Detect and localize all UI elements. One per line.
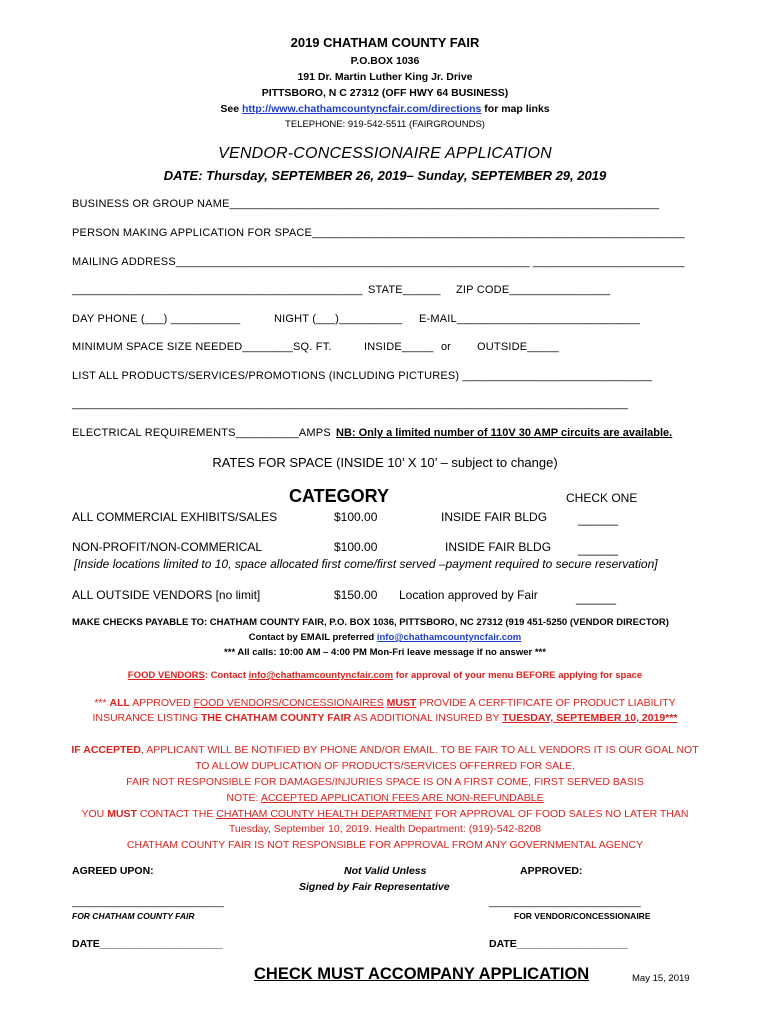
call-hours: *** All calls: 10:00 AM – 4:00 PM Mon-Fri leave message if no answer *** [224,647,546,658]
email-preferred-label: Contact by EMAIL preferred [248,632,377,643]
notice-line-7: CHATHAM COUNTY FAIR IS NOT RESPONSIBLE FOR APPROVAL FROM ANY GOVERNMENTAL AGENCY [126,839,644,851]
approved-label: APPROVED: [520,865,583,877]
rate-price: $100.00 [334,540,378,554]
not-valid-label: Not Valid Unless [344,865,427,877]
food-contact-text: : Contact [204,670,249,681]
mailing-address-field[interactable]: MAILING ADDRESS________________________________________________________ ________________________ [72,256,685,268]
rate-name: ALL OUTSIDE VENDORS [no limit] [72,588,261,602]
email-contact-line [0,632,770,643]
rate-name: NON-PROFIT/NON-COMMERICAL [72,540,262,554]
fair-emphasis: THE CHATHAM COUNTY FAIR [201,712,352,724]
health-department-emphasis: CHATHAM COUNTY HEALTH DEPARTMENT [216,808,433,820]
contact-email-link[interactable]: info@chathamcountyncfair.com [376,632,522,643]
rate-name: ALL COMMERCIAL EXHIBITS/SALES [72,510,278,524]
electrical-field[interactable]: ELECTRICAL REQUIREMENTS__________AMPS [72,427,331,439]
food-concessionaires-emphasis: FOOD VENDORS/CONCESSIONAIRES [193,697,384,709]
rate-price: $100.00 [334,510,378,524]
min-space-field[interactable]: MINIMUM SPACE SIZE NEEDED________SQ. FT. [72,341,332,353]
food-email-link[interactable]: info@chathamcountyncfair.com [248,670,394,681]
category-heading: CATEGORY [289,486,390,506]
products-field[interactable]: LIST ALL PRODUCTS/SERVICES/PROMOTIONS (INCLUDING PICTURES) ______________________________ [72,370,653,382]
food-suffix: for approval of your menu BEFORE applying for space [393,670,643,681]
po-box: P.O.BOX 1036 [350,55,420,67]
outside-field[interactable]: OUTSIDE_____ [477,341,559,353]
day-phone-field[interactable]: DAY PHONE (___) ___________ [72,313,241,325]
for-fair-label: FOR CHATHAM COUNTY FAIR [72,911,195,921]
fair-signature-line[interactable]: __________________________ [72,896,224,908]
notice-line-4 [0,792,770,804]
rate-location: Location approved by Fair [399,588,538,602]
must-emphasis: MUST [107,808,137,820]
rate-check-box[interactable]: ______ [578,512,619,526]
food-vendors-label: FOOD VENDORS [127,670,205,681]
notice-text: FOR APPROVAL OF FOOD SALES NO LATER THAN [432,808,689,820]
insurance-text: INSURANCE LISTING [92,712,201,724]
insurance-text: PROVIDE A CERFTIFICATE OF PRODUCT LIABILITY [416,697,676,709]
notice-line-1 [0,744,770,756]
see-prefix: See [220,103,242,115]
telephone: TELEPHONE: 919-542-5511 (FAIRGROUNDS) [285,119,485,130]
insurance-text: *** [94,697,110,709]
night-phone-field[interactable]: NIGHT (___)__________ [274,313,403,325]
inside-field[interactable]: INSIDE_____ [364,341,434,353]
fair-date-field[interactable]: DATE_____________________ [72,938,223,950]
rates-title: RATES FOR SPACE (INSIDE 10’ X 10’ – subject to change) [212,455,558,470]
notice-text: YOU [81,808,108,820]
must-emphasis: MUST [386,697,417,709]
notice-text: , APPLICANT WILL BE NOTIFIED BY PHONE AND/OR EMAIL. TO BE FAIR TO ALL VENDORS IT IS OUR GOAL NOT [141,744,699,756]
rate-price: $150.00 [334,588,378,602]
see-suffix: for map links [481,103,550,115]
directions-line [0,103,770,115]
if-accepted-emphasis: IF ACCEPTED [71,744,141,756]
insurance-line-2 [0,712,770,724]
check-one-heading: CHECK ONE [566,491,638,505]
rate-location: INSIDE FAIR BLDG [441,510,548,524]
street-address: 191 Dr. Martin Luther King Jr. Drive [297,71,473,83]
insurance-text: APPROVED [129,697,194,709]
form-title: VENDOR-CONCESSIONAIRE APPLICATION [218,145,552,162]
payable-to: MAKE CHECKS PAYABLE TO: CHATHAM COUNTY FAIR, P.O. BOX 1036, PITTSBORO, NC 27312 (919 451-5250 (VENDOR DIRECTOR) [72,617,669,628]
vendor-signature-line[interactable]: __________________________ [489,896,641,908]
directions-link[interactable]: http://www.chathamcountyncfair.com/directions [241,103,482,115]
address-line2-field[interactable]: ______________________________________________ [72,284,363,296]
notice-text: CONTACT THE [136,808,217,820]
notice-line-3: FAIR NOT RESPONSIBLE FOR DAMAGES/INJURIES SPACE IS ON A FIRST COME, FIRST SERVED BASIS [126,776,644,788]
rate-location: INSIDE FAIR BLDG [445,540,552,554]
notice-line-5 [0,808,770,820]
signed-by-label: Signed by Fair Representative [299,881,450,893]
or-label: or [441,341,451,353]
agreed-upon-label: AGREED UPON: [72,865,154,877]
all-emphasis: ALL [109,697,130,709]
notice-text: NOTE: [226,792,261,804]
check-must-accompany: CHECK MUST ACCOMPANY APPLICATION [254,965,590,983]
notice-line-2: TO ALLOW DUPLICATION OF PRODUCTS/SERVICES OFFERRED FOR SALE. [195,760,575,772]
insurance-line-1 [0,697,770,709]
insurance-deadline: TUESDAY, SEPTEMBER 10, 2019*** [502,712,678,724]
event-dates: DATE: Thursday, SEPTEMBER 26, 2019– Sunday, SEPTEMBER 29, 2019 [163,168,607,183]
applicant-name-field[interactable]: PERSON MAKING APPLICATION FOR SPACE___________________________________________________________ [72,227,685,239]
rate-check-box[interactable]: ______ [576,591,617,605]
email-field[interactable]: E-MAIL_____________________________ [419,313,641,325]
city-address: PITTSBORO, N C 27312 (OFF HWY 64 BUSINESS) [261,87,509,99]
insurance-text: AS ADDITIONAL INSURED BY [351,712,503,724]
food-vendor-line [0,670,770,681]
rate-check-box[interactable]: ______ [578,542,619,556]
state-field[interactable]: STATE______ [368,284,441,296]
notice-line-6: Tuesday, September 10, 2019. Health Department: (919)-542-8208 [228,823,542,835]
non-refundable-note: ACCEPTED APPLICATION FEES ARE NON-REFUNDABLE [260,792,544,804]
products-blank-line[interactable]: ________________________________________________________________________________________ [72,398,628,410]
business-name-field[interactable]: BUSINESS OR GROUP NAME____________________________________________________________________ [72,198,660,210]
inside-locations-note: [Inside locations limited to 10, space allocated first come/first served –payment required to secure reservation] [74,557,658,571]
vendor-date-field[interactable]: DATE___________________ [489,938,628,950]
fair-title: 2019 CHATHAM COUNTY FAIR [290,35,480,50]
zip-code-field[interactable]: ZIP CODE________________ [456,284,611,296]
for-vendor-label: FOR VENDOR/CONCESSIONAIRE [514,911,651,921]
circuit-note: NB: Only a limited number of 110V 30 AMP circuits are available. [336,427,673,439]
revision-date: May 15, 2019 [632,973,690,984]
